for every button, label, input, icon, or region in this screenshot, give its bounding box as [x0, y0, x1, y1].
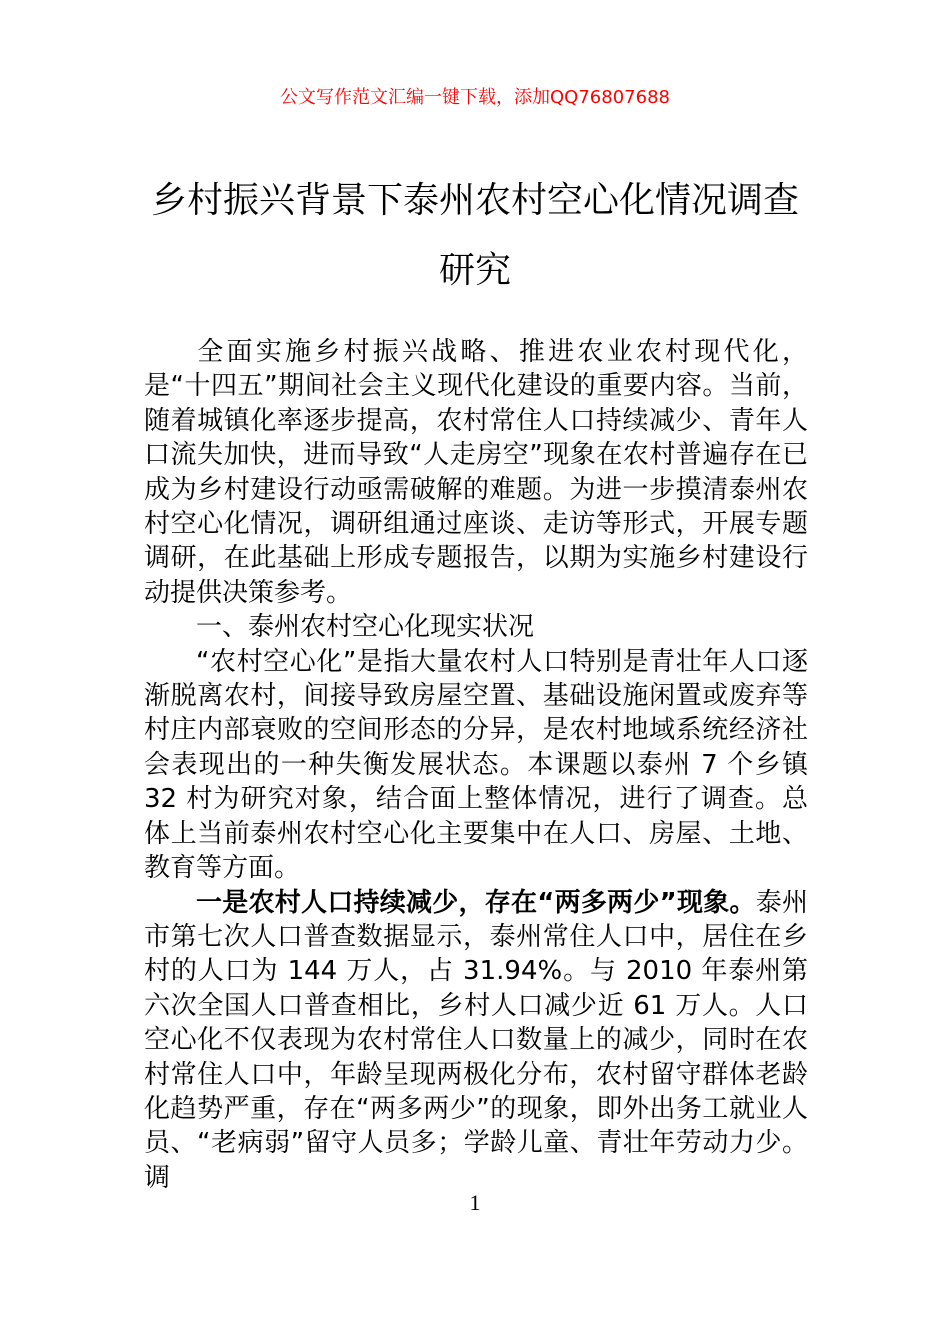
definition-paragraph: “农村空心化”是指大量农村人口特别是青壮年人口逐渐脱离农村，间接导致房屋空置、基础设施闲置或废弃等村庄内部衰败的空间形态的分异，是农村地域系统经济社会表现出的一种失衡发展状态。本课题以泰州 7 个乡镇 32 村为研究对象，结合面上整体情况，进行了调查。总体上当前泰州农村空心化主要集中在人口、房屋、土地、教育等方面。 — [144, 646, 808, 884]
section-heading: 一、泰州农村空心化现实状况 — [196, 612, 535, 643]
point-1-body: 泰州市第七次人口普查数据显示，泰州常住人口中，居住在乡村的人口为 144 万人，占 31.94%。与 2010 年泰州第六次全国人口普查相比，乡村人口减少近 61 万人。人口空心化不仅表现为农村常住人口数量上的减少，同时在农村常住人口中，年龄呈现两极化分布，农村留守群体老龄化趋势严重，存在“两多两少”的现象，即外出务工就业人员、“老病弱”留守人员多；学龄儿童、青壮年劳动力少。调 — [144, 887, 808, 1193]
intro-paragraph: 全面实施乡村振兴战略、推进农业农村现代化，是“十四五”期间社会主义现代化建设的重要内容。当前，随着城镇化率逐步提高，农村常住人口持续减少、青年人口流失加快，进而导致“人走房空”现象在农村普遍存在已成为乡村建设行动亟需破解的难题。为进一步摸清泰州农村空心化情况，调研组通过座谈、走访等形式，开展专题调研，在此基础上形成专题报告，以期为实施乡村建设行动提供决策参考。 — [144, 337, 808, 608]
point-1-lead: 一是农村人口持续减少，存在“两多两少”现象。 — [196, 887, 756, 918]
watermark-text: 公文写作范文汇编一键下载，添加QQ76807688 — [280, 87, 670, 108]
document-body — [144, 335, 808, 1195]
point-1-paragraph — [144, 886, 808, 1196]
document-title: 乡村振兴背景下泰州农村空心化情况调查研究 — [150, 180, 799, 291]
page-number: 1 — [469, 1190, 481, 1215]
